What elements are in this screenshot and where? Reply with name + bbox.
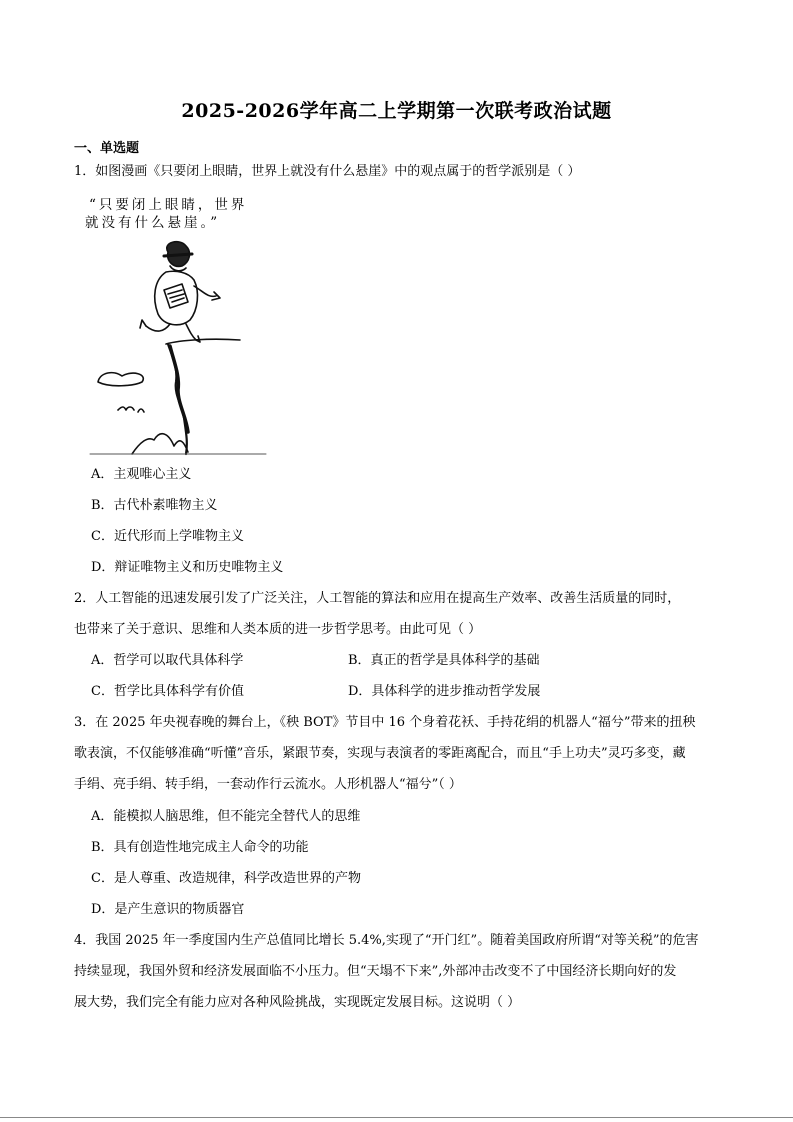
question-4-stem-line-2: 持续显现，我国外贸和经济发展面临不小压力。但“天塌不下来”,外部冲击改变不了中国经济长期向好的发 xyxy=(74,964,677,979)
cartoon-caption-line-1: “只要闭上眼睛，世界 xyxy=(89,197,248,213)
question-2-stem-line-2: 也带来了关于意识、思维和人类本质的进一步哲学思考。由此可见（ ） xyxy=(74,622,482,637)
cliff-cartoon-image xyxy=(70,236,280,458)
question-3-stem-line-1: 3．在 2025 年央视春晚的舞台上，《秧 BOT》节目中 16 个身着花袄、手持花绢的机器人“福兮”带来的扭秧 xyxy=(74,715,696,730)
q2-option-d: D．具体科学的进步推动哲学发展 xyxy=(348,684,541,699)
q3-option-d: D．是产生意识的物质器官 xyxy=(91,902,245,917)
question-4-stem-line-1: 4．我国 2025 年一季度国内生产总值同比增长 5.4%,实现了“开门红”。随着美国政府所谓“对等关税”的危害 xyxy=(74,933,699,948)
question-1-stem: 1．如图漫画《只要闭上眼睛，世界上就没有什么悬崖》中的观点属于的哲学派别是（ ） xyxy=(74,164,581,179)
q1-option-c: C．近代形而上学唯物主义 xyxy=(91,529,244,544)
question-3-stem-line-3: 手绢、亮手绢、转手绢，一套动作行云流水。人形机器人“福兮”（ ） xyxy=(74,777,462,792)
question-3-stem-line-2: 歌表演，不仅能够准确“听懂”音乐，紧跟节奏，实现与表演者的零距离配合，而且“手上功夫”灵巧多变，藏 xyxy=(74,746,686,761)
q2-option-b: B．真正的哲学是具体科学的基础 xyxy=(348,653,540,668)
q3-option-b: B．具有创造性地完成主人命令的功能 xyxy=(91,840,309,855)
q3-option-a: A．能模拟人脑思维，但不能完全替代人的思维 xyxy=(91,809,361,824)
q2-option-a: A．哲学可以取代具体科学 xyxy=(91,653,244,668)
question-2-stem-line-1: 2．人工智能的迅速发展引发了广泛关注，人工智能的算法和应用在提高生产效率、改善生活质量的同时， xyxy=(74,591,681,606)
cartoon-caption xyxy=(85,196,248,232)
q1-option-d: D．辩证唯物主义和历史唯物主义 xyxy=(91,560,284,575)
q3-option-c: C．是人尊重、改造规律，科学改造世界的产物 xyxy=(91,871,361,886)
page-bottom-rule xyxy=(0,1117,793,1118)
q1-option-a: A．主观唯心主义 xyxy=(91,467,192,482)
q1-option-b: B．古代朴素唯物主义 xyxy=(91,498,218,513)
cartoon-caption-line-2: 就没有什么悬崖。” xyxy=(85,215,221,231)
q2-option-c: C．哲学比具体科学有价值 xyxy=(91,684,244,699)
page-title: 2025-2026学年高二上学期第一次联考政治试题 xyxy=(181,100,612,122)
section-heading: 一、单选题 xyxy=(74,141,140,156)
question-4-stem-line-3: 展大势，我们完全有能力应对各种风险挑战，实现既定发展目标。这说明（ ） xyxy=(74,995,521,1010)
